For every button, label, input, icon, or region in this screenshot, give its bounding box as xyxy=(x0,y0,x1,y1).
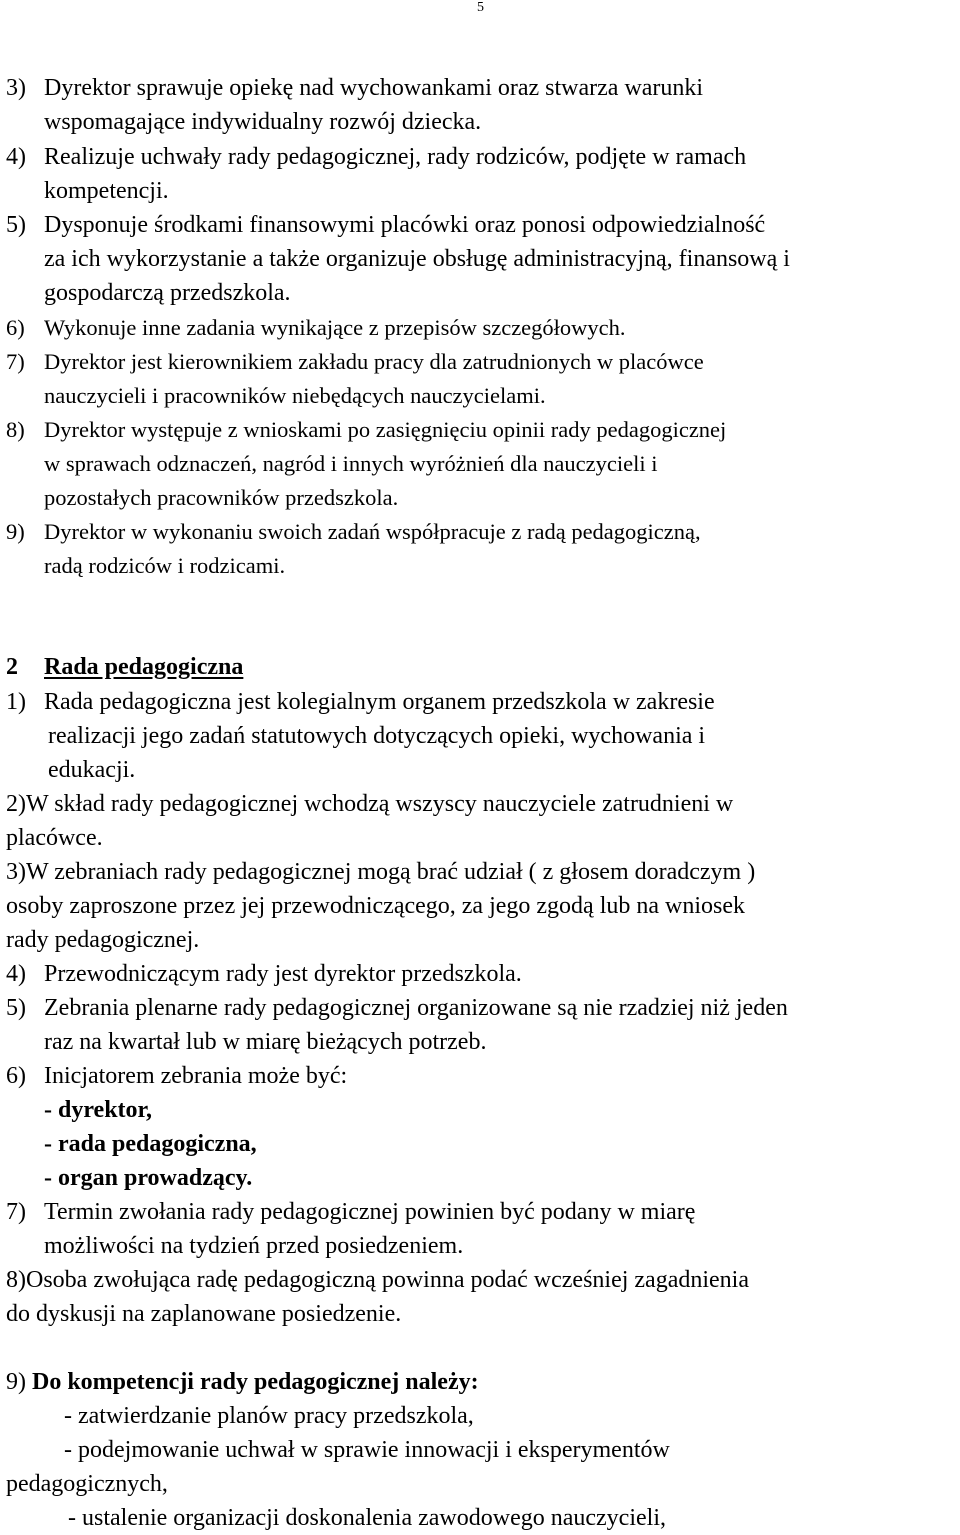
paragraph-text: osoby zaproszone przez jej przewodniczącego, za jego zgodą lub na wniosek xyxy=(6,893,746,919)
paragraph-text: placówce. xyxy=(6,825,103,851)
item-label: 5) xyxy=(6,212,26,238)
item-text: radą rodziców i rodzicami. xyxy=(44,553,286,578)
item-text: Dysponuje środkami finansowymi placówki oraz ponosi odpowiedzialność xyxy=(44,212,766,238)
paragraph-item-8: 8)Osoba zwołująca radę pedagogiczną powinna podać wcześniej zagadnienia xyxy=(6,1267,749,1293)
item-text: realizacji jego zadań statutowych dotyczących opieki, wychowania i xyxy=(48,723,706,749)
item-text: Przewodniczącym rady jest dyrektor przedszkola. xyxy=(44,961,522,987)
item-label: 6) xyxy=(6,315,25,340)
list-item-3 xyxy=(6,74,703,102)
item-label: 3) xyxy=(6,75,26,101)
option-item: - dyrektor, xyxy=(44,1097,152,1123)
paragraph-text: do dyskusji na zaplanowane posiedzenie. xyxy=(6,1301,402,1327)
paragraph-item-2: 2)W skład rady pedagogicznej wchodzą wszyscy nauczyciele zatrudnieni w xyxy=(6,791,734,817)
paragraph-text: rady pedagogicznej. xyxy=(6,927,200,953)
item-label: 1) xyxy=(6,689,26,715)
item-text: Dyrektor w wykonaniu swoich zadań współpracuje z radą pedagogiczną, xyxy=(44,519,701,544)
list-item-8 xyxy=(6,416,726,444)
item-text: gospodarczą przedszkola. xyxy=(44,280,291,306)
list-item-6 xyxy=(6,1062,347,1090)
item-label: 7) xyxy=(6,349,25,374)
list-item-5 xyxy=(6,994,788,1022)
list-item-7 xyxy=(6,348,704,376)
item-label: 5) xyxy=(6,995,26,1021)
list-item-4 xyxy=(6,960,522,988)
item-text: Dyrektor jest kierownikiem zakładu pracy dla zatrudnionych w placówce xyxy=(44,349,704,374)
item-text: Dyrektor występuje z wnioskami po zasięgnięciu opinii rady pedagogicznej xyxy=(44,417,727,442)
item-text: kompetencji. xyxy=(44,178,169,204)
item-text: Inicjatorem zebrania może być: xyxy=(44,1063,348,1089)
item-label: 4) xyxy=(6,144,26,170)
item-label: 4) xyxy=(6,961,26,987)
item-text: w sprawach odznaczeń, nagród i innych wyróżnień dla nauczycieli i xyxy=(44,451,658,476)
option-item: - rada pedagogiczna, xyxy=(44,1131,257,1157)
item-label: 9) xyxy=(6,1369,26,1395)
item-text: edukacji. xyxy=(48,757,136,783)
item-text: Rada pedagogiczna jest kolegialnym organem przedszkola w zakresie xyxy=(44,689,715,715)
item-text: nauczycieli i pracowników niebędących nauczycielami. xyxy=(44,383,546,408)
list-item-5 xyxy=(6,211,765,239)
item-label: 9) xyxy=(6,519,25,544)
list-item-4 xyxy=(6,143,746,171)
bullet-item: - ustalenie organizacji doskonalenia zawodowego nauczycieli, xyxy=(68,1505,666,1531)
list-item-7 xyxy=(6,1198,695,1226)
item-text: Wykonuje inne zadania wynikające z przepisów szczegółowych. xyxy=(44,315,626,340)
competence-heading: Do kompetencji rady pedagogicznej należy: xyxy=(32,1369,479,1395)
paragraph-item-3: 3)W zebraniach rady pedagogicznej mogą brać udział ( z głosem doradczym ) xyxy=(6,859,756,885)
option-item: - organ prowadzący. xyxy=(44,1165,253,1191)
section-title: Rada pedagogiczna xyxy=(44,654,244,680)
item-text: wspomagające indywidualny rozwój dziecka. xyxy=(44,109,482,135)
list-item-9 xyxy=(6,1368,479,1396)
item-text: Dyrektor sprawuje opiekę nad wychowankami oraz stwarza warunki xyxy=(44,75,704,101)
item-text: pozostałych pracowników przedszkola. xyxy=(44,485,399,510)
item-label: 7) xyxy=(6,1199,26,1225)
item-text: za ich wykorzystanie a także organizuje obsługę administracyjną, finansową i xyxy=(44,246,790,272)
item-label: 6) xyxy=(6,1063,26,1089)
list-item-9 xyxy=(6,518,701,546)
item-text: Zebrania plenarne rady pedagogicznej organizowane są nie rzadziej niż jeden xyxy=(44,995,788,1021)
bullet-item: - podejmowanie uchwał w sprawie innowacji i eksperymentów xyxy=(64,1437,670,1463)
bullet-item: - zatwierdzanie planów pracy przedszkola, xyxy=(64,1403,474,1429)
item-text: możliwości na tydzień przed posiedzeniem. xyxy=(44,1233,464,1259)
list-item-1 xyxy=(6,688,715,716)
item-text: Realizuje uchwały rady pedagogicznej, rady rodziców, podjęte w ramach xyxy=(44,144,747,170)
section-number: 2 xyxy=(6,654,18,680)
page-number: 5 xyxy=(477,0,484,15)
section-heading xyxy=(6,653,243,681)
item-label: 8) xyxy=(6,417,25,442)
item-text: Termin zwołania rady pedagogicznej powinien być podany w miarę xyxy=(44,1199,696,1225)
item-text: raz na kwartał lub w miarę bieżących potrzeb. xyxy=(44,1029,487,1055)
list-item-6 xyxy=(6,314,626,342)
bullet-item-continued: pedagogicznych, xyxy=(6,1471,168,1497)
